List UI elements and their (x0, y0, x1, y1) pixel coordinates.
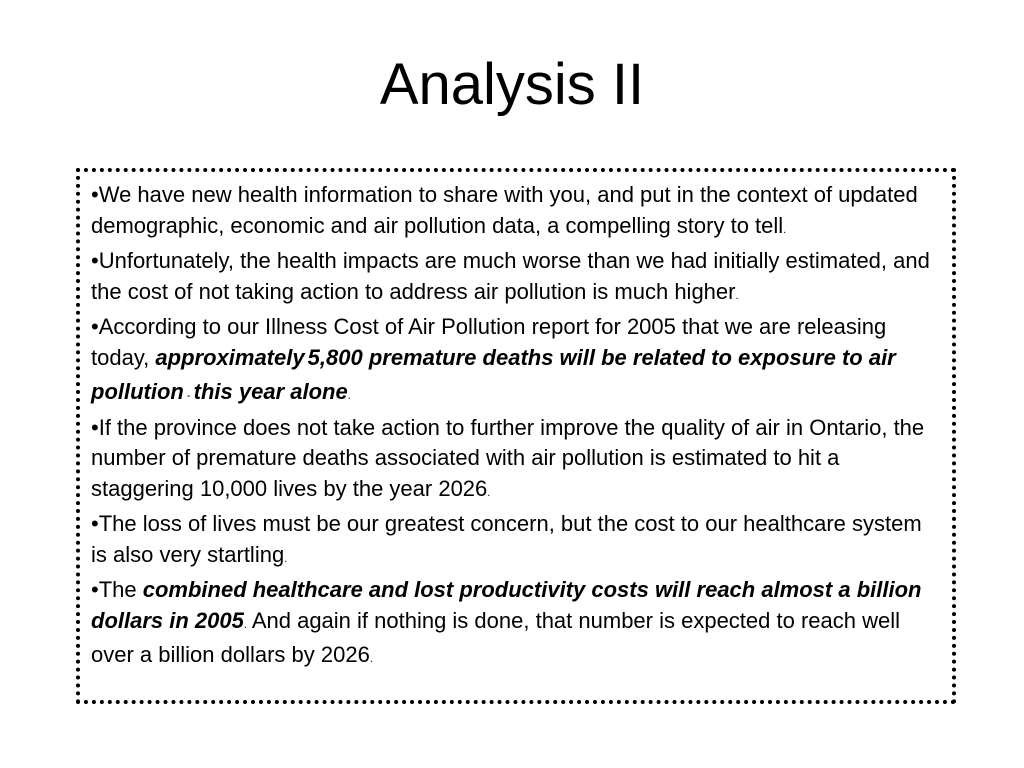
bullet-paragraph-4 (91, 413, 943, 509)
slide-title: Analysis II (379, 52, 645, 117)
paragraph-text: •Unfortunately, the health impacts are much worse than we had initially estimated, and the cost of not taking action to address air pollution is much higher (91, 248, 930, 304)
emphasis-text: approximately (155, 344, 305, 370)
emphasis-text: combined healthcare and lost productivity costs will reach almost a billion dollars in 2005 (91, 577, 922, 633)
paragraph-period: . (735, 289, 739, 302)
paragraph-period: . (369, 653, 373, 665)
emphasis-text: this year alone (193, 379, 348, 404)
paragraph-text: •The (91, 577, 143, 602)
small-dash: - (183, 390, 194, 402)
paragraph-period: . (347, 390, 351, 402)
paragraph-period: . (243, 618, 247, 631)
paragraph-text: •The loss of lives must be our greatest concern, but the cost to our healthcare system is also very startling (91, 511, 922, 567)
emphasis-text: 5,800 premature deaths will be related to exposure to air pollution (91, 344, 896, 404)
paragraph-period: . (487, 486, 491, 499)
paragraph-text: •According to our Illness Cost of Air Pollution report for 2005 that we are releasing today, (91, 314, 887, 370)
bullet-list (91, 180, 943, 676)
paragraph-text: •If the province does not take action to further improve the quality of air in Ontario, the number of premature deaths associated with air pollution is estimated to hit a staggering 10,000 lives by the year 2026 (91, 414, 925, 501)
bullet-paragraph-3 (91, 312, 943, 412)
paragraph-text: And again if nothing is done, that number is expected to reach well over a billion dollars by 2026 (91, 607, 901, 667)
bullet-paragraph-6 (91, 575, 943, 675)
content-box (76, 168, 956, 704)
paragraph-text: •We have new health information to share with you, and put in the context of updated demographic, economic and air pollution data, a compelling story to tell (91, 182, 918, 238)
paragraph-period: . (284, 552, 288, 565)
paragraph-period: . (783, 223, 787, 236)
bullet-paragraph-2 (91, 246, 943, 311)
bullet-paragraph-1 (91, 180, 943, 245)
bullet-paragraph-5 (91, 509, 943, 574)
